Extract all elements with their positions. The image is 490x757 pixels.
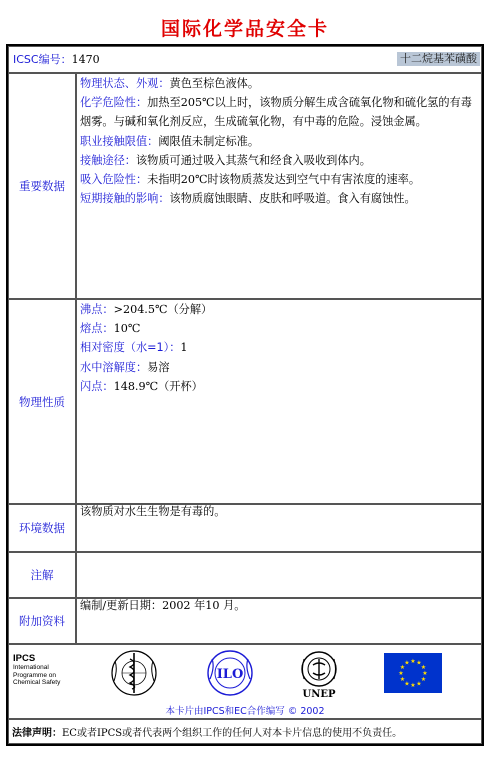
physical-item: 熔点：10℃	[80, 322, 141, 336]
unep-label: UNEP	[302, 689, 336, 700]
card-title: 国际化学品安全卡	[160, 18, 329, 40]
notes-content	[76, 552, 482, 598]
footer-credit: 本卡片由IPCS和EC合作编写 © 2002	[165, 706, 325, 717]
notes-row	[8, 552, 482, 598]
ipcs-subtitle-line: Chemical Safety	[13, 679, 61, 686]
important-row	[8, 73, 482, 299]
svg-text:★: ★	[410, 682, 416, 689]
svg-text:★: ★	[404, 680, 410, 688]
environment-label: 环境数据	[8, 504, 76, 552]
additional-row	[8, 598, 482, 644]
svg-text:★: ★	[398, 670, 404, 677]
physical-item: 沸点：>204.5℃（分解）	[80, 303, 213, 316]
chemical-name: 十二烷基苯磺酸	[397, 52, 480, 66]
important-item: 吸入危险性：未指明20℃时该物质蒸发达到空气中有害浓度的速率。	[80, 173, 421, 187]
icsc-number: 1470	[71, 52, 100, 66]
safety-card	[6, 44, 484, 746]
svg-text:★: ★	[420, 664, 427, 671]
who-emblem-icon	[109, 649, 159, 697]
physical-content	[76, 299, 482, 504]
svg-text:★: ★	[410, 658, 416, 665]
icsc-label: ICSC编号：	[13, 52, 72, 66]
important-label: 重要数据	[8, 73, 76, 299]
svg-text:★: ★	[404, 659, 410, 667]
svg-text:ILO: ILO	[216, 667, 244, 682]
important-item: 化学危险性：加热至205℃以上时，该物质分解生成含硫氧化物和硫化氢的有毒烟雾。与碱和氧化剂反应，生成硫氧化物，有中毒的危险。浸蚀金属。	[80, 96, 472, 129]
disclaimer-label: 法律声明：	[12, 728, 62, 739]
physical-item: 水中溶解度：易溶	[80, 360, 170, 374]
eu-flag-icon	[384, 653, 442, 693]
svg-text:★: ★	[422, 670, 428, 677]
ipcs-subtitle-line: International	[13, 664, 49, 671]
svg-text:★: ★	[416, 659, 422, 667]
environment-row	[8, 504, 482, 552]
physical-item: 相对密度（水=1）：1	[80, 341, 188, 355]
svg-text:★: ★	[420, 676, 427, 683]
icsc-row	[8, 46, 482, 73]
important-item: 职业接触限值：阈限值未制定标准。	[80, 134, 260, 148]
important-item: 接触途径：该物质可通过吸入其蒸气和经食入吸收到体内。	[80, 153, 371, 167]
important-item: 短期接触的影响：该物质腐蚀眼睛、皮肤和呼吸道。食入有腐蚀性。	[80, 192, 416, 206]
important-item: 物理状态、外观：黄色至棕色液体。	[80, 77, 260, 90]
disclaimer-cell	[8, 719, 482, 744]
additional-content: 编制/更新日期：2002 年10 月。	[76, 598, 482, 644]
additional-label: 附加资料	[8, 598, 76, 644]
physical-row	[8, 299, 482, 504]
svg-text:★: ★	[399, 676, 406, 683]
footer-row	[8, 644, 482, 719]
svg-text:★: ★	[399, 664, 406, 671]
physical-label: 物理性质	[8, 299, 76, 504]
ipcs-subtitle-line: Programme on	[13, 671, 56, 679]
ilo-emblem-icon	[205, 649, 255, 697]
physical-item: 闪点：148.9℃（开杯）	[80, 379, 203, 393]
footer-cell	[8, 644, 482, 719]
ipcs-title: IPCS	[13, 653, 36, 664]
svg-text:★: ★	[416, 680, 422, 688]
disclaimer-row	[8, 719, 482, 744]
disclaimer-text: EC或者IPCS或者代表两个组织工作的任何人对本卡片信息的使用不负责任。	[62, 728, 403, 739]
unep-emblem-icon	[295, 649, 343, 691]
ipcs-logo	[13, 653, 60, 687]
notes-label: 注解	[8, 552, 76, 598]
environment-content: 该物质对水生生物是有毒的。	[76, 504, 482, 552]
important-content	[76, 73, 482, 299]
